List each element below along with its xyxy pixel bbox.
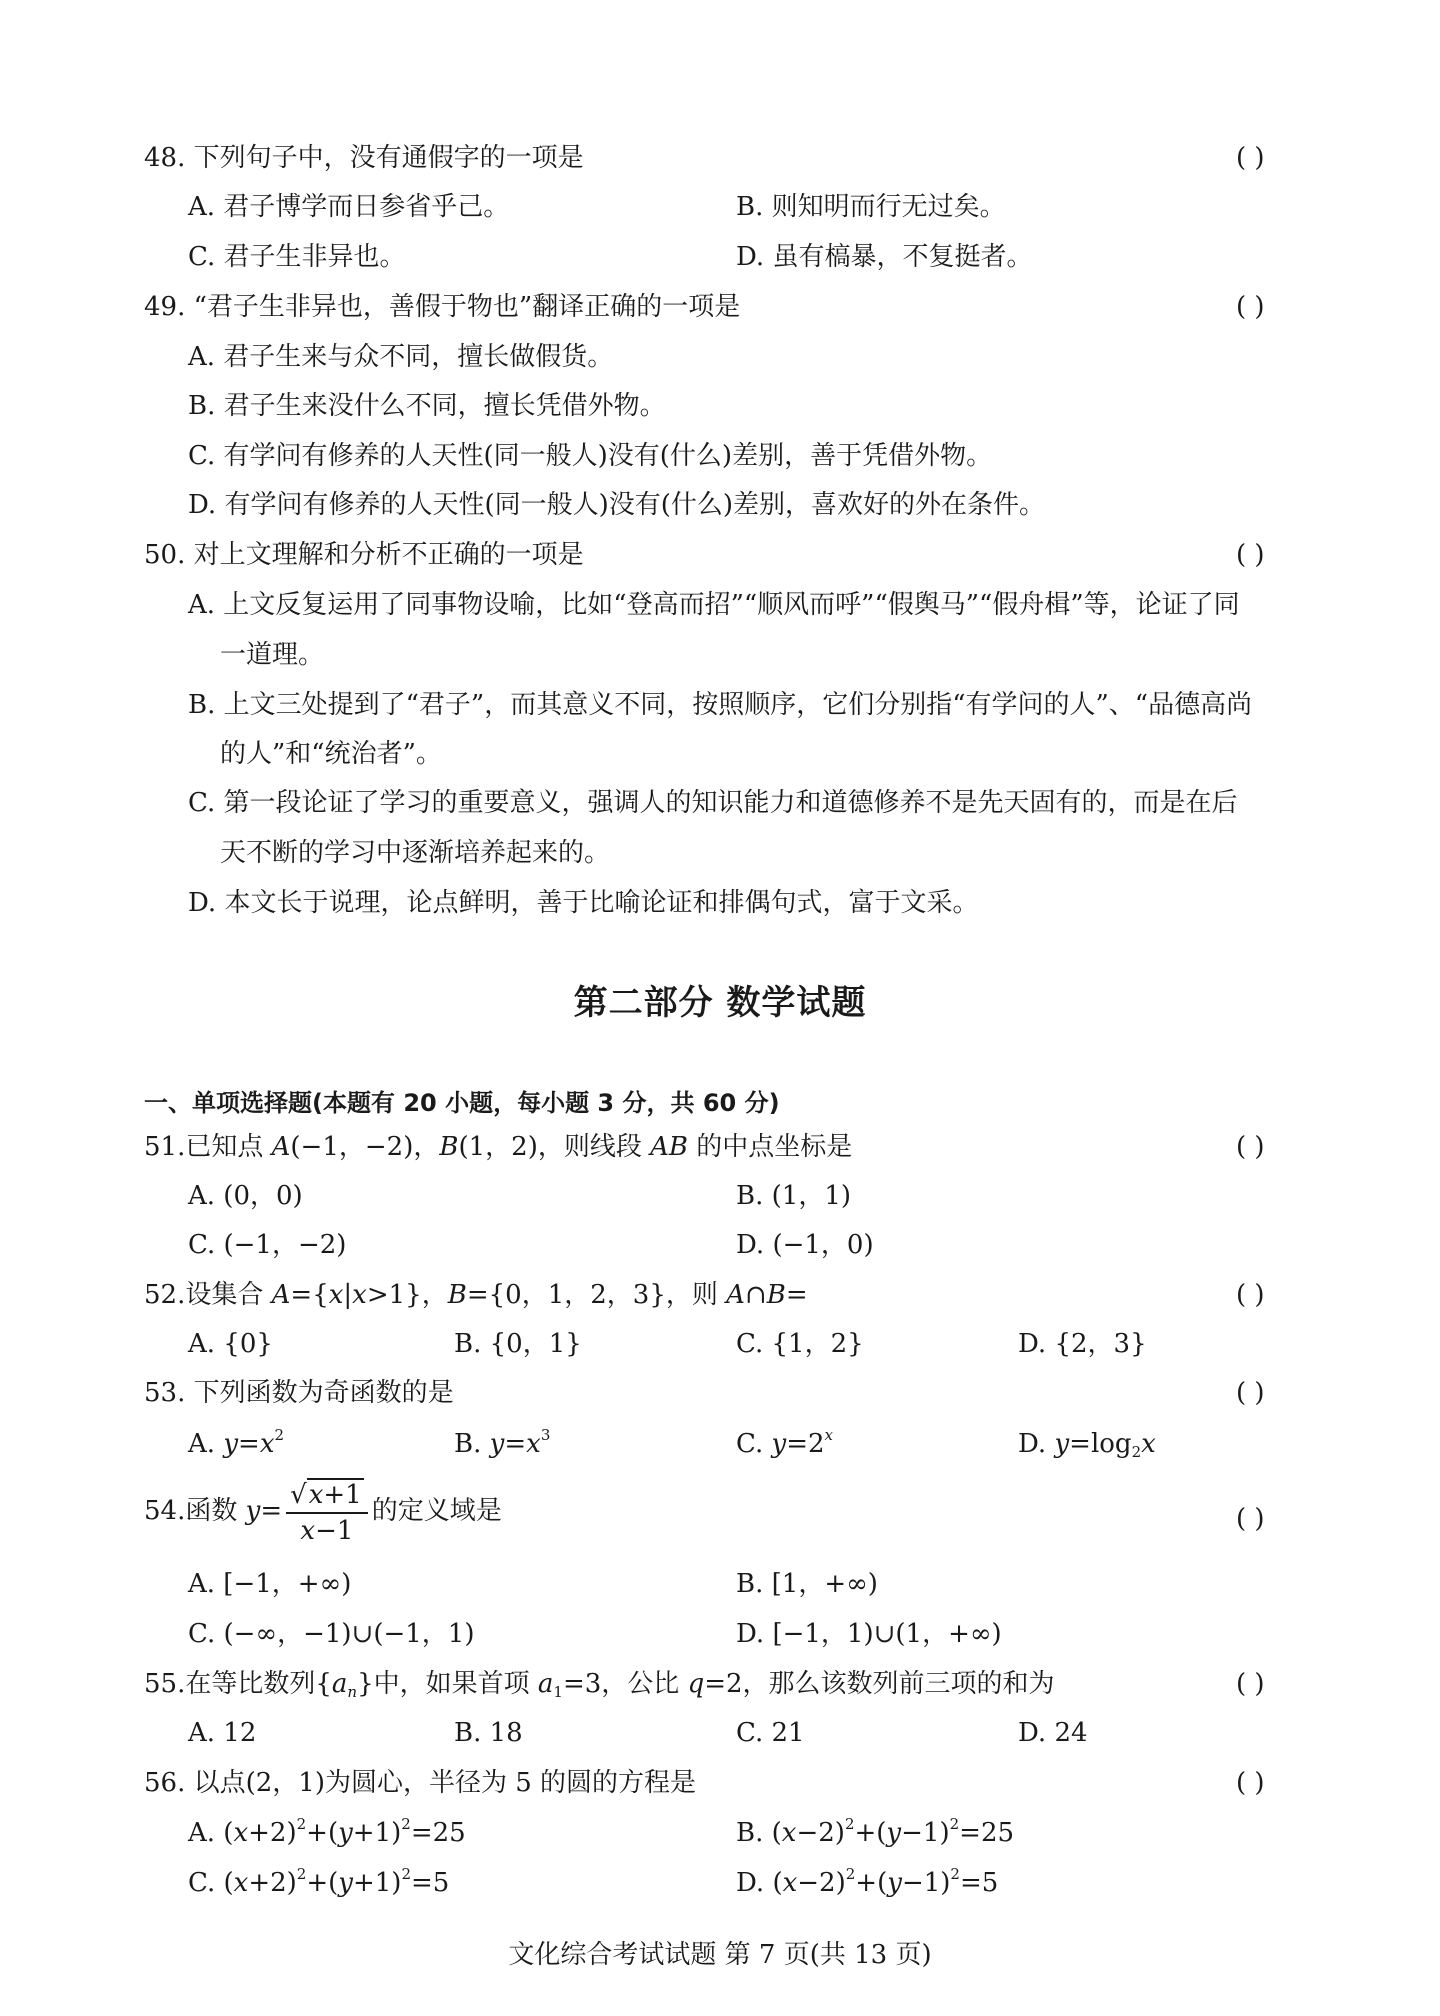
q53-option-d	[1018, 1427, 1156, 1461]
q49-option-b: B. 君子生来没什么不同，擅长凭借外物。	[188, 391, 666, 421]
q54-sqrt-radicand	[307, 1478, 364, 1510]
q56-b-x: x	[781, 1818, 797, 1848]
q53-b-exp: 3	[540, 1426, 551, 1444]
q56-c-plus: +(	[306, 1868, 339, 1898]
q56-d-sq2: 2	[950, 1865, 960, 1883]
q53-a-exp: 2	[274, 1426, 285, 1444]
q56-d-rhs: =5	[959, 1868, 999, 1898]
q50-option-b-line1: B. 上文三处提到了“君子”，而其意义不同，按照顺序，它们分别指“有学问的人”、“品德高尚	[188, 690, 1253, 720]
q52-text-4: ={0，1，2，3}，则	[466, 1280, 727, 1310]
question-53-stem: 53. 下列函数为奇函数的是	[144, 1378, 454, 1408]
q56-b-sq1: 2	[844, 1815, 855, 1833]
q53-d-label: D.	[1018, 1429, 1055, 1459]
q56-a-plus: +(	[306, 1818, 339, 1848]
q50-option-c-line1: C. 第一段论证了学习的重要意义，强调人的知识能力和道德修养不是先天固有的，而是在后	[188, 788, 1238, 818]
q53-option-b	[454, 1427, 550, 1461]
q52-number: 52.	[144, 1280, 186, 1310]
q55-first-sub: 1	[553, 1683, 563, 1701]
q53-d-y: y	[1054, 1429, 1070, 1459]
q53-option-a	[188, 1427, 284, 1461]
question-51-stem	[144, 1130, 852, 1164]
q56-d-sq1: 2	[845, 1865, 856, 1883]
q56-b-term2: −1)	[901, 1818, 950, 1848]
q56-d-plus: +(	[855, 1868, 888, 1898]
q53-c-y: y	[771, 1429, 787, 1459]
q53-b-x: x	[526, 1429, 541, 1459]
part-two-title: 第二部分 数学试题	[573, 983, 867, 1023]
q52-set-b2: B	[766, 1280, 786, 1310]
q56-a-x: x	[233, 1818, 249, 1848]
q51-point-a: A	[271, 1132, 291, 1162]
q52-set-a: A	[271, 1280, 291, 1310]
q55-seq-n: n	[347, 1683, 358, 1701]
q56-a-sq1: 2	[296, 1815, 307, 1833]
q56-d-term2: −1)	[901, 1868, 951, 1898]
q50-option-d: D. 本文长于说理，论点鲜明，善于比喻论证和排偶句式，富于文采。	[188, 888, 979, 918]
q54-den-rest: −1	[315, 1516, 354, 1546]
q52-set-b: B	[447, 1280, 467, 1310]
q52-text-3: >1}，	[366, 1280, 448, 1310]
question-52-stem	[144, 1278, 808, 1312]
q56-c-rhs: =5	[411, 1868, 450, 1898]
q51-number: 51.	[144, 1132, 186, 1162]
q54-fraction	[286, 1478, 368, 1546]
q52-text-1: 设集合	[185, 1280, 272, 1310]
q56-c-label: C. (	[188, 1868, 234, 1898]
q48-option-a: A. 君子博学而日参省乎己。	[188, 192, 510, 222]
q48-option-d: D. 虽有槁暴，不复挺者。	[736, 242, 1033, 272]
question-49-stem: 49. “君子生非异也，善假于物也”翻译正确的一项是	[144, 292, 741, 322]
q55-number: 55.	[144, 1669, 186, 1699]
q50-option-a-line1: A. 上文反复运用了同事物设喻，比如“登高而招”“顺风而呼”“假舆马”“假舟楫”等，论证了同	[188, 590, 1240, 620]
q56-a-term2: +1)	[352, 1818, 402, 1848]
q50-option-b-line2: 的人”和“统治者”。	[220, 739, 442, 769]
q56-a-term1: +2)	[248, 1818, 297, 1848]
q56-b-sq2: 2	[949, 1815, 960, 1833]
answer-paren-55: ( )	[1236, 1669, 1265, 1699]
q53-a-y: y	[223, 1429, 239, 1459]
q51-segment: AB	[650, 1132, 688, 1162]
q52-option-c: C. {1，2}	[736, 1329, 864, 1359]
q54-option-a: A. [−1，+∞)	[188, 1569, 352, 1599]
q56-b-plus: +(	[854, 1818, 887, 1848]
q55-seq-a: a	[331, 1669, 348, 1699]
q52-text-5: =	[785, 1280, 808, 1310]
q56-c-sq2: 2	[401, 1865, 412, 1883]
q56-b-label: B. (	[736, 1818, 782, 1848]
q54-option-d: D. [−1，1)∪(1，+∞)	[736, 1619, 1002, 1649]
q52-set-a2: A	[726, 1280, 745, 1310]
q54-numerator	[286, 1478, 368, 1514]
q49-option-a: A. 君子生来与众不同，擅长做假货。	[188, 342, 614, 372]
q53-d-x: x	[1141, 1429, 1156, 1459]
q51-option-a: A. (0，0)	[188, 1181, 303, 1211]
answer-paren-48: ( )	[1236, 143, 1265, 173]
q52-intersection: ∩	[744, 1280, 767, 1310]
q54-sqrt-sign: √	[290, 1480, 307, 1510]
q56-b-y: y	[886, 1818, 902, 1848]
q55-ratio-q: q	[687, 1669, 705, 1699]
answer-paren-53: ( )	[1236, 1378, 1265, 1408]
q53-option-c	[736, 1427, 833, 1461]
q54-text-1: 函数	[185, 1496, 246, 1526]
q56-a-rhs: =25	[410, 1818, 466, 1848]
answer-paren-49: ( )	[1236, 292, 1265, 322]
q52-option-b: B. {0，1}	[454, 1329, 582, 1359]
q50-option-c-line2: 天不断的学习中逐渐培养起来的。	[220, 838, 611, 868]
q52-option-d: D. {2，3}	[1018, 1329, 1147, 1359]
q51-text-2: (−1，−2)，	[290, 1132, 440, 1162]
q52-option-a: A. {0}	[188, 1329, 273, 1359]
q53-c-base: 2	[808, 1429, 825, 1459]
q56-d-y: y	[887, 1868, 902, 1898]
q56-a-sq2: 2	[401, 1815, 411, 1833]
q56-d-x: x	[782, 1868, 798, 1898]
q52-text-2: ={	[290, 1280, 329, 1310]
question-50-stem: 50. 对上文理解和分析不正确的一项是	[144, 540, 584, 570]
q53-c-eq: =	[786, 1429, 808, 1459]
q54-y: y	[245, 1496, 261, 1526]
q55-text-2: }中，如果首项	[357, 1669, 538, 1699]
q56-d-term1: −2)	[797, 1868, 846, 1898]
q53-a-eq: =	[238, 1429, 260, 1459]
q51-option-b: B. (1，1)	[736, 1181, 852, 1211]
q55-option-b: B. 18	[454, 1718, 523, 1748]
page-footer: 文化综合考试试题 第 7 页(共 13 页)	[508, 1940, 932, 1970]
q56-b-term1: −2)	[796, 1818, 845, 1848]
question-56-stem: 56. 以点(2，1)为圆心，半径为 5 的圆的方程是	[144, 1768, 697, 1798]
q54-num-rest: +1	[323, 1480, 362, 1510]
q55-first-a: a	[537, 1669, 554, 1699]
q54-denominator	[286, 1514, 368, 1546]
q52-var-x1: x	[328, 1280, 344, 1310]
q53-a-label: A.	[188, 1429, 224, 1459]
q54-eq: =	[260, 1496, 283, 1526]
q56-c-y: y	[338, 1868, 353, 1898]
answer-paren-54: ( )	[1236, 1504, 1265, 1534]
answer-paren-50: ( )	[1236, 540, 1265, 570]
q55-text-1: 在等比数列{	[185, 1669, 332, 1699]
q54-text-2: 的定义域是	[371, 1496, 502, 1526]
q51-option-d: D. (−1，0)	[736, 1230, 874, 1260]
q48-option-c: C. 君子生非异也。	[188, 242, 406, 272]
q55-option-a: A. 12	[188, 1718, 257, 1748]
answer-paren-56: ( )	[1236, 1768, 1265, 1798]
q54-number: 54.	[144, 1496, 186, 1526]
q55-text-3: =3，公比	[562, 1669, 688, 1699]
section-heading-single-choice: 一、单项选择题(本题有 20 小题，每小题 3 分，共 60 分)	[144, 1089, 780, 1117]
q53-a-x: x	[259, 1429, 275, 1459]
question-55-stem	[144, 1667, 1055, 1701]
q53-c-exp: x	[824, 1426, 834, 1444]
q51-point-b: B	[439, 1132, 459, 1162]
q56-a-y: y	[338, 1818, 353, 1848]
q56-a-label: A. (	[188, 1818, 234, 1848]
q53-d-log-base: 2	[1131, 1443, 1142, 1461]
q56-option-d	[736, 1866, 998, 1900]
q56-option-c	[188, 1866, 449, 1900]
q56-c-term1: +2)	[248, 1868, 297, 1898]
question-48-stem: 48. 下列句子中，没有通假字的一项是	[144, 143, 584, 173]
q56-c-x: x	[233, 1868, 249, 1898]
q53-c-label: C.	[736, 1429, 772, 1459]
q52-var-x2: x	[352, 1280, 367, 1310]
q56-b-rhs: =25	[959, 1818, 1015, 1848]
q52-bar: |	[343, 1280, 353, 1310]
q54-num-x: x	[308, 1480, 324, 1510]
q51-text-4: 的中点坐标是	[688, 1132, 853, 1162]
q55-option-c: C. 21	[736, 1718, 805, 1748]
q56-c-sq1: 2	[296, 1865, 307, 1883]
q56-option-a	[188, 1816, 466, 1850]
q53-d-log: log	[1090, 1429, 1132, 1459]
q54-option-b: B. [1，+∞)	[736, 1569, 878, 1599]
q51-option-c: C. (−1，−2)	[188, 1230, 347, 1260]
q51-text-1: 已知点	[185, 1132, 272, 1162]
q53-d-eq: =	[1069, 1429, 1091, 1459]
q56-d-label: D. (	[736, 1868, 783, 1898]
question-54-stem	[144, 1478, 502, 1546]
q49-option-d: D. 有学问有修养的人天性(同一般人)没有(什么)差别，喜欢好的外在条件。	[188, 490, 1046, 520]
q54-den-x: x	[300, 1516, 316, 1546]
q55-option-d: D. 24	[1018, 1718, 1088, 1748]
q55-text-4: =2，那么该数列前三项的和为	[704, 1669, 1055, 1699]
q49-option-c: C. 有学问有修养的人天性(同一般人)没有(什么)差别，善于凭借外物。	[188, 441, 993, 471]
q53-b-eq: =	[504, 1429, 527, 1459]
q54-option-c: C. (−∞，−1)∪(−1，1)	[188, 1619, 475, 1649]
q56-c-term2: +1)	[352, 1868, 402, 1898]
answer-paren-52: ( )	[1236, 1280, 1265, 1310]
q53-b-y: y	[489, 1429, 505, 1459]
q51-text-3: (1，2)，则线段	[458, 1132, 651, 1162]
q50-option-a-line2: 一道理。	[220, 640, 325, 670]
q53-b-label: B.	[454, 1429, 490, 1459]
q56-option-b	[736, 1816, 1014, 1850]
q48-option-b: B. 则知明而行无过矣。	[736, 192, 1006, 222]
answer-paren-51: ( )	[1236, 1132, 1265, 1162]
